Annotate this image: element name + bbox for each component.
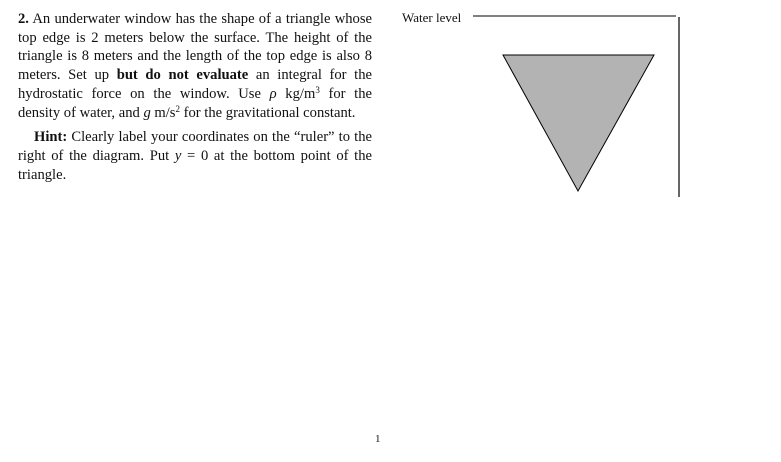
hint-text-1: Clearly label your coordinates on the “ruler” to the right of the diagram. Put bbox=[18, 129, 372, 164]
hint-label: Hint: bbox=[34, 129, 68, 146]
problem-text-6: for the gravitational constant. bbox=[179, 104, 356, 121]
page-number: 1 bbox=[375, 433, 381, 445]
exponent-2: 2 bbox=[175, 103, 180, 114]
problem-text-5: m/s bbox=[150, 104, 176, 121]
y-variable: y bbox=[174, 147, 182, 164]
problem-text-1: An underwater window has the shape of a triangle whose top edge is 2 meters below the surface. The height of the triangle is 8 meters and the length of the top edge is also 8 meters. Set up bbox=[18, 11, 372, 84]
triangle-diagram bbox=[395, 5, 695, 205]
problem-statement bbox=[18, 10, 372, 184]
problem-text-2: an integral for the hydrostatic force on the window. Use bbox=[18, 67, 372, 102]
problem-text-3: kg/m bbox=[276, 85, 316, 102]
triangle-window bbox=[503, 55, 654, 191]
hint-text-2: = 0 at the bottom point of the triangle. bbox=[18, 147, 372, 183]
problem-text-4: for the density of water, and bbox=[18, 85, 372, 121]
water-level-label: Water level bbox=[402, 10, 462, 25]
problem-bold-emphasis: but do not evaluate bbox=[116, 67, 249, 84]
rho-symbol: ρ bbox=[269, 85, 277, 102]
hint-paragraph bbox=[18, 128, 372, 184]
problem-paragraph bbox=[18, 10, 372, 122]
exponent-3: 3 bbox=[315, 84, 320, 95]
g-symbol: g bbox=[143, 104, 151, 121]
problem-number: 2. bbox=[18, 11, 29, 27]
